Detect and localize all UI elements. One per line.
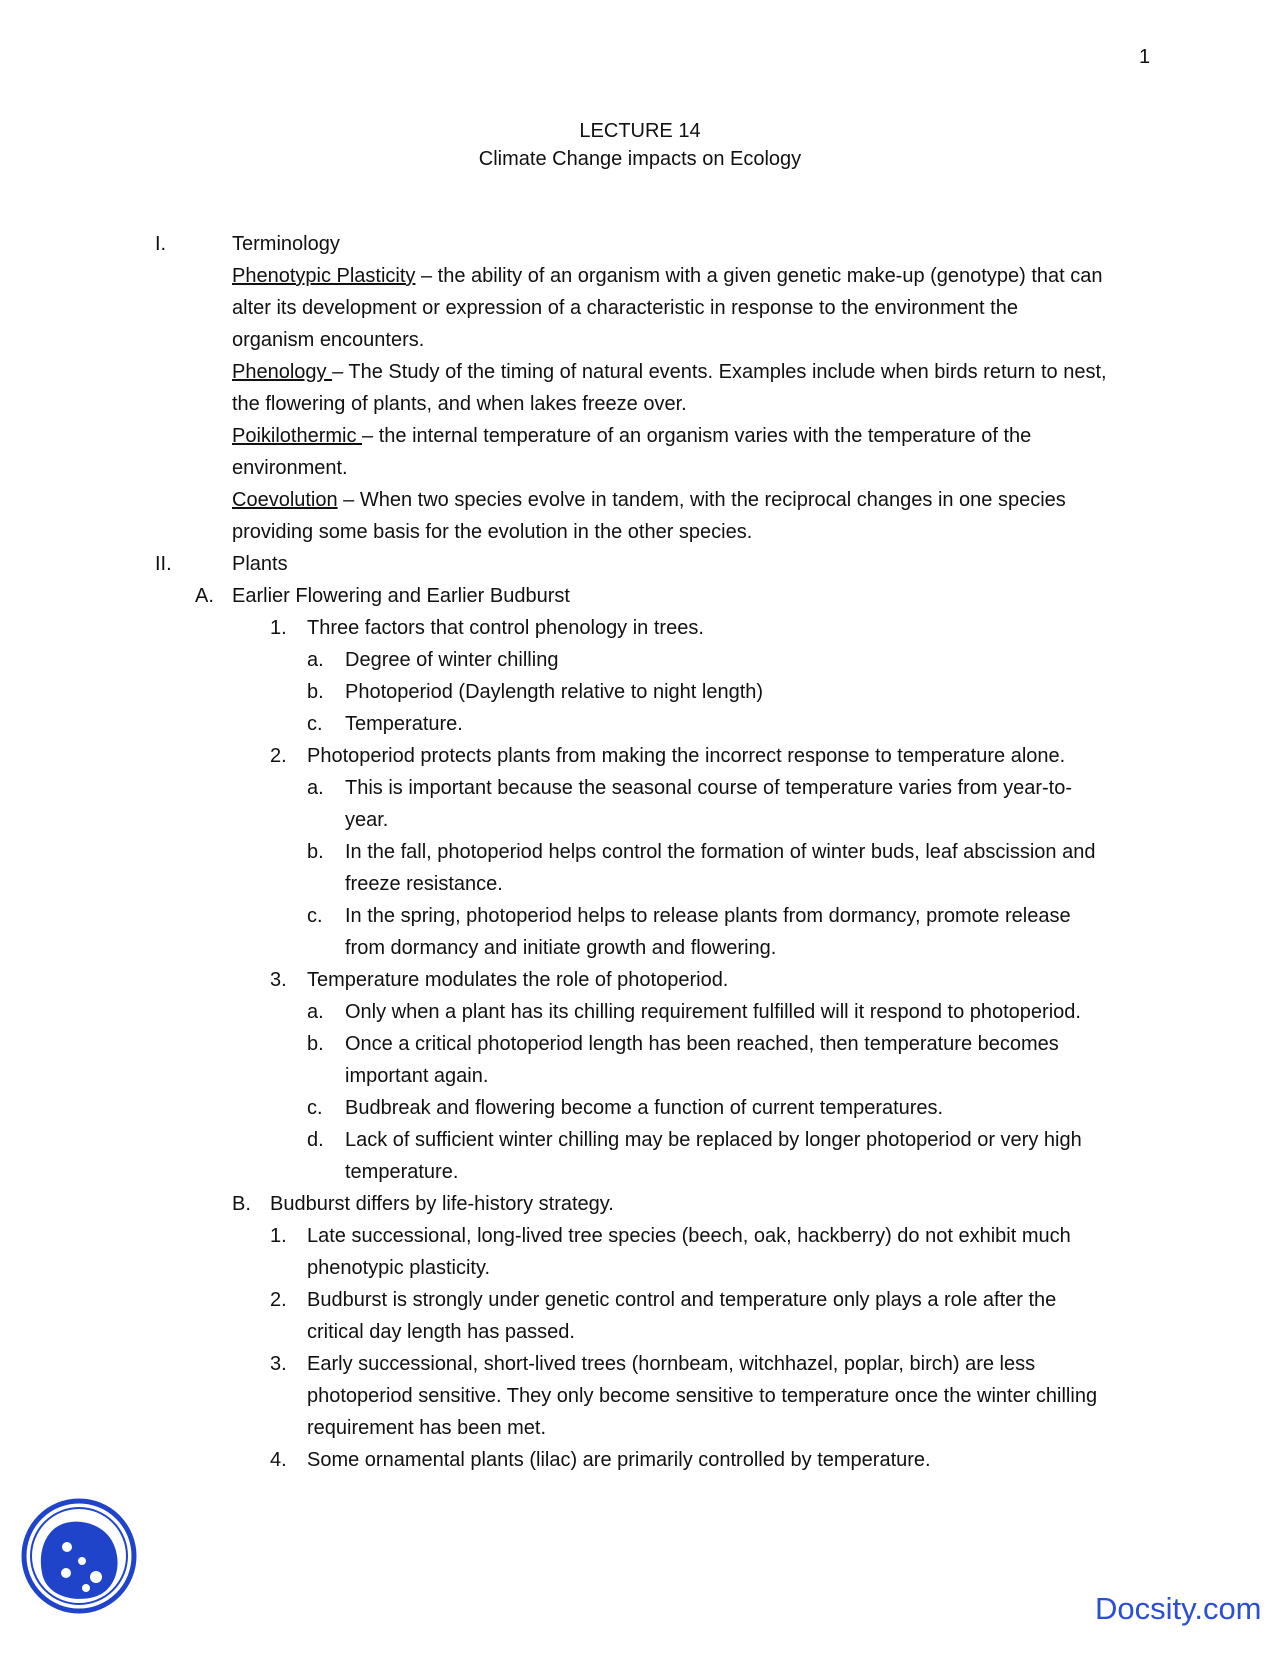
item-text: from dormancy and initiate growth and flowering. [345,937,777,959]
definition-text: the flowering of plants, and when lakes freeze over. [232,393,687,415]
item-text: Once a critical photoperiod length has been reached, then temperature becomes [345,1033,1059,1055]
item-text: Photoperiod protects plants from making the incorrect response to temperature alone. [307,745,1066,767]
term: Coevolution [232,489,338,511]
definition-text: – the ability of an organism with a given genetic make-up (genotype) that can [415,265,1103,287]
item-letter: c. [307,1097,323,1119]
docsity-logo-icon [20,1497,138,1615]
section-heading: Plants [232,553,288,575]
item-letter: a. [307,649,324,671]
item-text: Only when a plant has its chilling requirement fulfilled will it respond to photoperiod. [345,1001,1081,1023]
item-text: requirement has been met. [307,1417,547,1439]
item-text: In the spring, photoperiod helps to release plants from dormancy, promote release [345,905,1071,927]
lecture-title-block [0,117,1280,173]
item-text: Degree of winter chilling [345,649,559,671]
item-letter: b. [307,1033,324,1055]
item-number: 1. [270,1225,287,1247]
item-text: photoperiod sensitive. They only become sensitive to temperature once the winter chilling [307,1385,1098,1407]
section-heading: Terminology [232,233,340,255]
item-text: Late successional, long-lived tree species (beech, oak, hackberry) do not exhibit much [307,1225,1071,1247]
item-number: 2. [270,745,287,767]
item-text: Temperature. [345,713,463,735]
page-number: 1 [1139,46,1151,68]
item-text: freeze resistance. [345,873,503,895]
item-number: 1. [270,617,287,639]
docsity-brand-link[interactable]: Docsity.com [1095,1591,1262,1626]
item-text: Temperature modulates the role of photoperiod. [307,969,729,991]
definition-text: – The Study of the timing of natural events. Examples include when birds return to nest, [332,361,1107,383]
subsection-heading: Budburst differs by life-history strategy. [270,1193,614,1215]
item-letter: b. [307,681,324,703]
item-letter: a. [307,777,324,799]
item-number: 2. [270,1289,287,1311]
item-letter: a. [307,1001,324,1023]
item-text: critical day length has passed. [307,1321,575,1343]
definition-text: – the internal temperature of an organism varies with the temperature of the [362,425,1032,447]
item-text: phenotypic plasticity. [307,1257,491,1279]
item-text: Lack of sufficient winter chilling may be replaced by longer photoperiod or very high [345,1129,1082,1151]
item-number: 3. [270,969,287,991]
item-letter: c. [307,905,323,927]
item-text: Some ornamental plants (lilac) are primarily controlled by temperature. [307,1449,931,1471]
item-text: This is important because the seasonal course of temperature varies from year-to- [345,777,1072,799]
item-text: Budburst is strongly under genetic control and temperature only plays a role after the [307,1289,1057,1311]
item-letter: d. [307,1129,324,1151]
item-number: 4. [270,1449,287,1471]
item-text: Early successional, short-lived trees (hornbeam, witchhazel, poplar, birch) are less [307,1353,1036,1375]
item-number: 3. [270,1353,287,1375]
definition-text: organism encounters. [232,329,425,351]
item-letter: c. [307,713,323,735]
lecture-number: LECTURE 14 [579,120,701,142]
item-text: year. [345,809,389,831]
item-text: Budbreak and flowering become a function of current temperatures. [345,1097,944,1119]
subsection-marker: B. [232,1193,251,1215]
item-letter: b. [307,841,324,863]
item-text: Photoperiod (Daylength relative to night length) [345,681,764,703]
term: Phenology [232,361,333,383]
definition-text: environment. [232,457,348,479]
definition-text: providing some basis for the evolution in the other species. [232,521,753,543]
definition-text: – When two species evolve in tandem, with the reciprocal changes in one species [337,489,1066,511]
section-marker: I. [155,233,167,255]
subsection-heading: Earlier Flowering and Earlier Budburst [232,585,570,607]
item-text: Three factors that control phenology in trees. [307,617,704,639]
item-text: In the fall, photoperiod helps control the formation of winter buds, leaf abscission and [345,841,1096,863]
lecture-subtitle: Climate Change impacts on Ecology [478,148,802,170]
definition-text: alter its development or expression of a characteristic in response to the environment the [232,297,1018,319]
section-marker: II. [155,553,172,575]
subsection-marker: A. [195,585,214,607]
item-text: important again. [345,1065,489,1087]
term: Phenotypic Plasticity [232,265,416,287]
term: Poikilothermic [232,425,363,447]
item-text: temperature. [345,1161,459,1183]
